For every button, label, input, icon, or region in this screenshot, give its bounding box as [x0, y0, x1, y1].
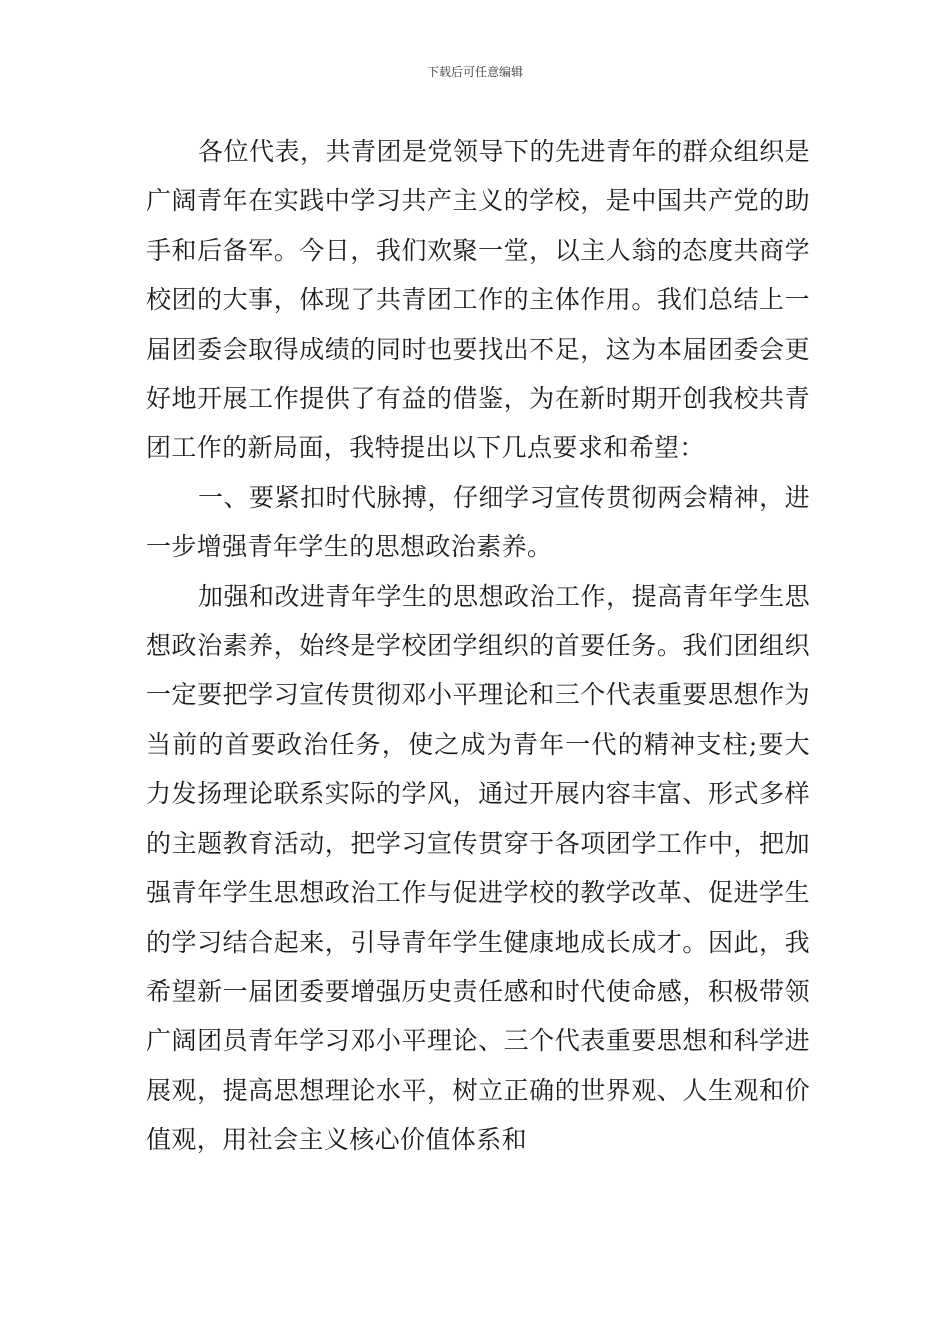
page-header-note: 下载后可任意编辑: [426, 65, 523, 79]
paragraph-section-one-heading: 一、要紧扣时代脉搏，仔细学习宣传贯彻两会精神，进一步增强青年学生的思想政治素养。: [146, 482, 810, 562]
paragraph-section-one-body: 加强和改进青年学生的思想政治工作，提高青年学生思想政治素养，始终是学校团学组织的首要任务。我们团组织一定要把学习宣传贯彻邓小平理论和三个代表重要思想作为当前的首要政治任务，使之成为青年一代的精神支柱;要大力发扬理论联系实际的学风，通过开展内容丰富、形式多样的主题教育活动，把学习宣传贯穿于各项团学工作中，把加强青年学生思想政治工作与促进学校的教学改革、促进学生的学习结合起来，引导青年学生健康地成长成才。因此，我希望新一届团委要增强历史责任感和时代使命感，积极带领广阔团员青年学习邓小平理论、三个代表重要思想和科学进展观，提高思想理论水平，树立正确的世界观、人生观和价值观，用社会主义核心价值体系和: [146, 581, 810, 1155]
document-body: [146, 127, 810, 1165]
paragraph-opening: 各位代表，共青团是党领导下的先进青年的群众组织是广阔青年在实践中学习共产主义的学校，是中国共产党的助手和后备军。今日，我们欢聚一堂，以主人翁的态度共商学校团的大事，体现了共青团工作的主体作用。我们总结上一届团委会取得成绩的同时也要找出不足，这为本届团委会更好地开展工作提供了有益的借鉴，为在新时期开创我校共青团工作的新局面，我特提出以下几点要求和希望：: [146, 137, 810, 463]
